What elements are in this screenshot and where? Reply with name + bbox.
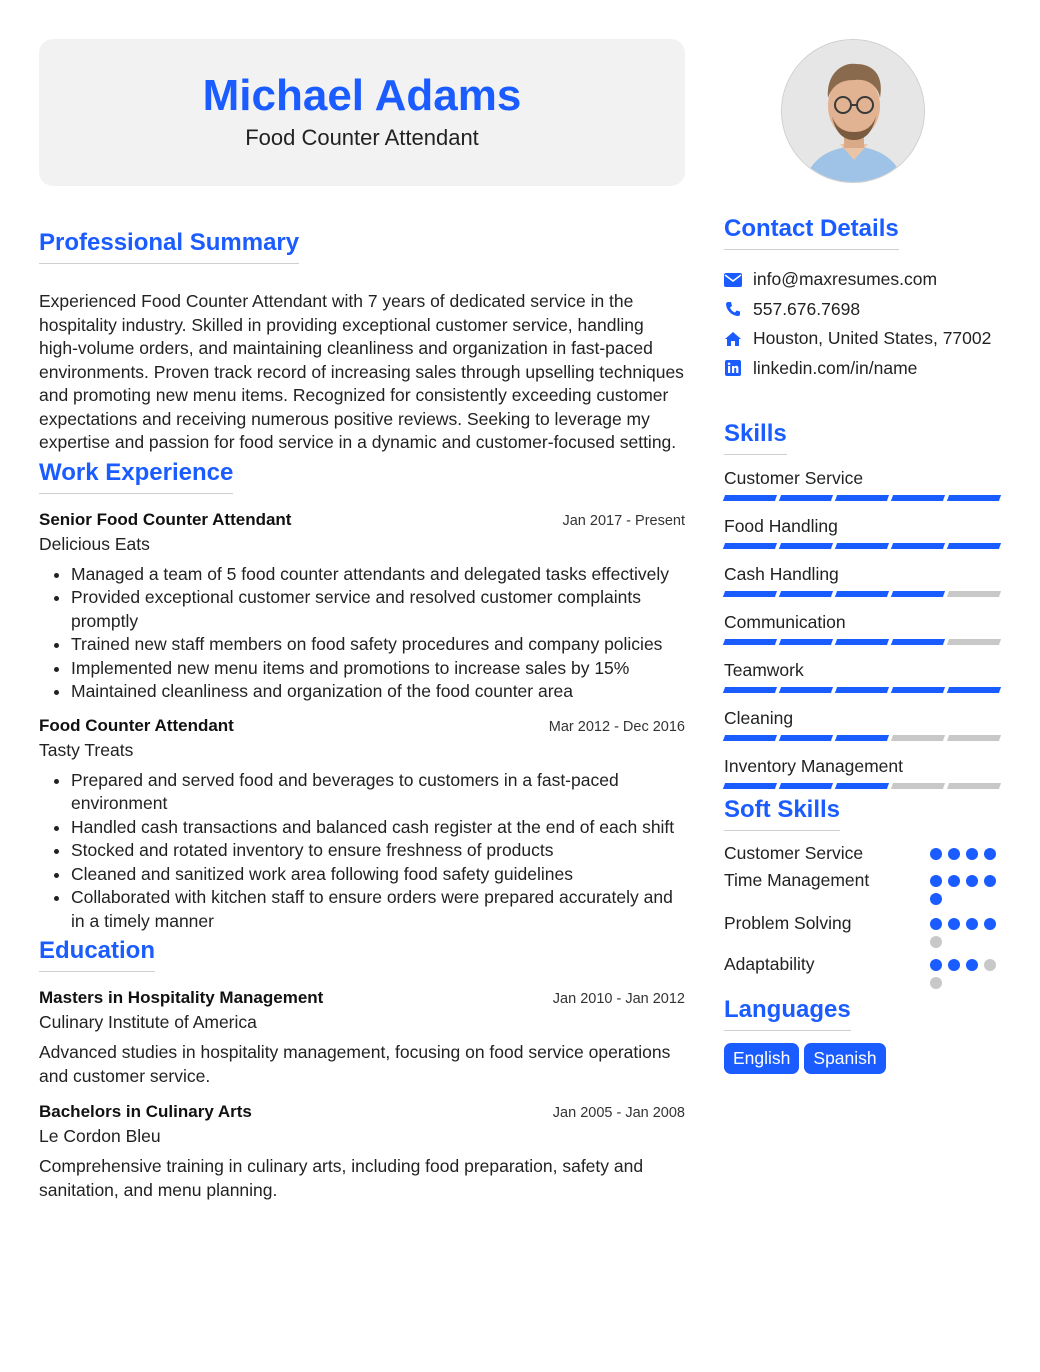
soft-skill-dot xyxy=(930,977,942,989)
education-heading: Education xyxy=(39,936,155,972)
summary-section xyxy=(39,228,685,455)
skill-level-segment xyxy=(779,495,833,501)
contact-section xyxy=(724,214,1004,383)
soft-skill-dot xyxy=(984,848,996,860)
soft-skills-section xyxy=(724,795,1004,989)
job-bullet: • Provided exceptional customer service and resolved customer complaints promptly xyxy=(71,586,685,633)
soft-skill-dot xyxy=(930,959,942,971)
language-pill: Spanish xyxy=(804,1043,885,1074)
job-date: Mar 2012 - Dec 2016 xyxy=(548,718,685,735)
summary-text: Experienced Food Counter Attendant with 7 years of dedicated service in the hospitality industry. Skilled in providing exceptional customer service, handling high-volume orders, and maintaining cleanliness and organization in fast-paced environments. Proven track record of increasing sales through upselling techniques and promoting new menu items. Recognized for consistently exceeding customer expectations and receiving numerous positive reviews. Seeking to leverage my expertise and passion for food service in a dynamic and customer-focused setting. xyxy=(39,291,684,452)
skill-level-segment xyxy=(891,783,945,789)
soft-skill-dot xyxy=(930,875,942,887)
contact-linkedin[interactable] xyxy=(724,354,1004,384)
skill-level-segment xyxy=(779,639,833,645)
email-text: info@maxresumes.com xyxy=(753,269,938,290)
language-pill: English xyxy=(724,1043,799,1074)
soft-skill-dot xyxy=(966,918,978,930)
soft-skill-name: Problem Solving xyxy=(724,913,852,933)
skill-name: Teamwork xyxy=(724,660,804,680)
soft-skill-dot xyxy=(930,848,942,860)
soft-skill-dot xyxy=(930,893,942,905)
soft-skill-dot xyxy=(930,936,942,948)
soft-skill-dot xyxy=(984,918,996,930)
skill-name: Communication xyxy=(724,612,846,632)
soft-skill-dot xyxy=(966,875,978,887)
skill-level-bar xyxy=(724,735,1004,741)
soft-skill-row xyxy=(724,843,1004,864)
school: Culinary Institute of America xyxy=(39,1012,257,1032)
skill-level-segment xyxy=(835,735,889,741)
soft-skill-name: Time Management xyxy=(724,870,870,890)
home-icon xyxy=(724,330,742,348)
education-date: Jan 2010 - Jan 2012 xyxy=(552,991,685,1007)
soft-skill-dot xyxy=(966,848,978,860)
skill-level-bar xyxy=(724,783,1004,789)
soft-skill-dots xyxy=(930,913,1004,948)
skill-level-segment xyxy=(947,591,1001,597)
skill-level-segment xyxy=(835,639,889,645)
skills-heading: Skills xyxy=(724,419,787,455)
skill-level-bar xyxy=(724,543,1004,549)
skill-name: Food Handling xyxy=(724,516,838,536)
skill-level-segment xyxy=(723,639,777,645)
experience-section xyxy=(39,458,685,934)
skill-level-segment xyxy=(947,687,1001,693)
header-card xyxy=(39,39,685,186)
main-column xyxy=(39,39,685,1202)
skill-level-bar xyxy=(724,591,1004,597)
job-entry xyxy=(39,510,685,704)
soft-skill-dots xyxy=(930,843,1004,864)
job-bullet: • Implemented new menu items and promotions to increase sales by 15% xyxy=(71,657,685,681)
soft-skill-dot xyxy=(948,959,960,971)
soft-skill-dot xyxy=(966,959,978,971)
education-entry xyxy=(39,1102,685,1202)
skill-level-segment xyxy=(891,591,945,597)
avatar-illustration xyxy=(782,40,925,183)
soft-skill-dot xyxy=(948,875,960,887)
skill-level-segment xyxy=(723,543,777,549)
skill-level-segment xyxy=(779,687,833,693)
languages-heading: Languages xyxy=(724,995,851,1031)
skill-level-bar xyxy=(724,687,1004,693)
experience-heading: Work Experience xyxy=(39,458,233,494)
job-bullet: • Managed a team of 5 food counter attendants and delegated tasks effectively xyxy=(71,563,685,587)
skills-section xyxy=(724,419,1004,789)
skill-level-segment xyxy=(947,735,1001,741)
soft-skill-dot xyxy=(984,959,996,971)
skill-level-segment xyxy=(835,591,889,597)
skill-level-segment xyxy=(723,591,777,597)
skill-level-segment xyxy=(947,639,1001,645)
skill-level-segment xyxy=(723,735,777,741)
soft-skill-name: Adaptability xyxy=(724,954,815,974)
soft-skill-row xyxy=(724,913,1004,948)
skill-level-segment xyxy=(835,543,889,549)
skill-level-segment xyxy=(891,735,945,741)
candidate-name: Michael Adams xyxy=(202,71,522,120)
education-entry xyxy=(39,988,685,1088)
skill-level-segment xyxy=(947,783,1001,789)
job-bullet: • Stocked and rotated inventory to ensure freshness of products xyxy=(71,839,685,863)
skill-level-segment xyxy=(779,591,833,597)
skill-level-segment xyxy=(947,543,1001,549)
skill-level-bar xyxy=(724,495,1004,501)
job-bullet: • Collaborated with kitchen staff to ensure orders were prepared accurately and in a timely manner xyxy=(71,886,685,933)
skill-level-segment xyxy=(779,543,833,549)
soft-skill-dot xyxy=(984,875,996,887)
job-bullet: • Prepared and served food and beverages to customers in a fast-paced environment xyxy=(71,769,685,816)
skill-level-segment xyxy=(891,495,945,501)
contact-phone[interactable] xyxy=(724,295,1004,325)
job-bullet: • Handled cash transactions and balanced cash register at the end of each shift xyxy=(71,816,685,840)
skill-name: Inventory Management xyxy=(724,756,903,776)
sidebar xyxy=(724,214,1004,1074)
education-description: Comprehensive training in culinary arts, including food preparation, safety and sanitation, and menu planning. xyxy=(39,1156,644,1200)
skill-level-segment xyxy=(723,495,777,501)
skill-level-segment xyxy=(891,639,945,645)
education-date: Jan 2005 - Jan 2008 xyxy=(552,1105,685,1121)
skill-level-segment xyxy=(723,783,777,789)
soft-skill-dot xyxy=(948,848,960,860)
contact-email[interactable] xyxy=(724,265,1004,295)
skill-name: Cleaning xyxy=(724,708,794,728)
candidate-title: Food Counter Attendant xyxy=(245,125,479,150)
job-role: Senior Food Counter Attendant xyxy=(39,509,292,529)
profile-photo xyxy=(781,39,925,183)
language-list xyxy=(724,1043,1004,1074)
skill-level-segment xyxy=(835,783,889,789)
soft-skill-name: Customer Service xyxy=(724,843,864,863)
school: Le Cordon Bleu xyxy=(39,1126,161,1146)
envelope-icon xyxy=(724,271,742,289)
degree: Bachelors in Culinary Arts xyxy=(39,1102,252,1121)
summary-heading: Professional Summary xyxy=(39,228,299,264)
skill-name: Customer Service xyxy=(724,468,864,488)
contact-address xyxy=(724,324,1004,354)
job-bullet: • Cleaned and sanitized work area following food safety guidelines xyxy=(71,863,685,887)
linkedin-text: linkedin.com/in/name xyxy=(753,357,918,378)
job-company: Tasty Treats xyxy=(39,739,134,760)
job-role: Food Counter Attendant xyxy=(39,715,234,735)
soft-skill-row xyxy=(724,870,1004,905)
job-bullets xyxy=(39,563,685,704)
skills-list xyxy=(724,467,1004,789)
phone-icon xyxy=(724,300,742,318)
soft-skills-heading: Soft Skills xyxy=(724,795,840,831)
skill-level-bar xyxy=(724,639,1004,645)
education-section xyxy=(39,936,685,1202)
soft-skill-row xyxy=(724,954,1004,989)
address-text: Houston, United States, 77002 xyxy=(753,328,992,349)
skill-name: Cash Handling xyxy=(724,564,839,584)
job-date: Jan 2017 - Present xyxy=(562,512,685,529)
contact-heading: Contact Details xyxy=(724,214,899,250)
soft-skill-dots xyxy=(930,954,1004,989)
skill-level-segment xyxy=(835,687,889,693)
skill-level-segment xyxy=(723,687,777,693)
job-bullets xyxy=(39,769,685,934)
linkedin-icon xyxy=(724,359,742,377)
job-bullet: • Trained new staff members on food safety procedures and company policies xyxy=(71,633,685,657)
skill-level-segment xyxy=(779,735,833,741)
job-bullet: • Maintained cleanliness and organization of the food counter area xyxy=(71,680,685,704)
job-entry xyxy=(39,716,685,934)
education-description: Advanced studies in hospitality management, focusing on food service operations and customer service. xyxy=(39,1042,671,1086)
skill-level-segment xyxy=(891,543,945,549)
soft-skill-dot xyxy=(948,918,960,930)
job-company: Delicious Eats xyxy=(39,533,150,554)
skill-level-segment xyxy=(891,687,945,693)
soft-skill-dots xyxy=(930,870,1004,905)
skill-level-segment xyxy=(779,783,833,789)
soft-skills-list xyxy=(724,843,1004,989)
soft-skill-dot xyxy=(930,918,942,930)
skill-level-segment xyxy=(835,495,889,501)
phone-text: 557.676.7698 xyxy=(753,298,861,319)
languages-section xyxy=(724,995,1004,1074)
skill-level-segment xyxy=(947,495,1001,501)
degree: Masters in Hospitality Management xyxy=(39,988,324,1007)
